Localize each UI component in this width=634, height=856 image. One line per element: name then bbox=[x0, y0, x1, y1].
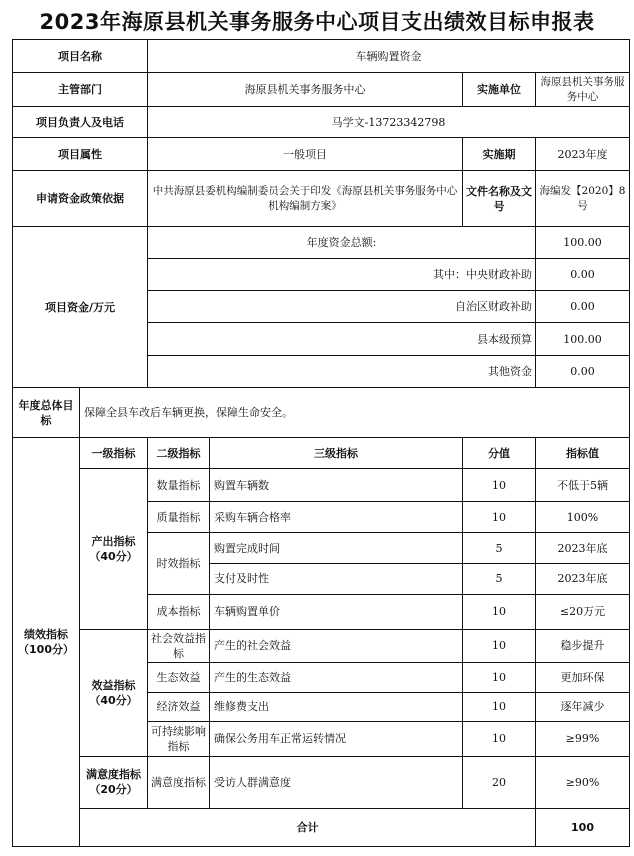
basis-label: 申请资金政策依据 bbox=[13, 171, 148, 227]
row-total bbox=[13, 808, 630, 846]
project-name-value: 车辆购置资金 bbox=[148, 40, 630, 73]
perf-row bbox=[13, 469, 630, 502]
fund-value: 0.00 bbox=[536, 356, 630, 388]
l2-cell: 时效指标 bbox=[148, 533, 210, 594]
col-header-l2: 二级指标 bbox=[148, 438, 210, 469]
perf-row bbox=[13, 756, 630, 808]
value-cell: 2023年底 bbox=[536, 533, 630, 563]
l2-cell: 可持续影响指标 bbox=[148, 721, 210, 756]
dept-value: 海原县机关事务服务中心 bbox=[148, 73, 463, 107]
col-header-score: 分值 bbox=[463, 438, 536, 469]
fund-value: 100.00 bbox=[536, 323, 630, 356]
fund-value: 0.00 bbox=[536, 259, 630, 291]
dept-label: 主管部门 bbox=[13, 73, 148, 107]
col-header-l1: 一级指标 bbox=[80, 438, 148, 469]
fund-label: 其他资金 bbox=[148, 356, 536, 388]
docno-label: 文件名称及文号 bbox=[463, 171, 536, 227]
row-department bbox=[13, 73, 630, 107]
value-cell: 100% bbox=[536, 502, 630, 533]
group-satisfaction: 满意度指标（20分） bbox=[80, 756, 148, 808]
row-policy-basis bbox=[13, 171, 630, 227]
l3-cell: 购置完成时间 bbox=[210, 533, 463, 563]
value-cell: 稳步提升 bbox=[536, 629, 630, 662]
score-cell: 10 bbox=[463, 662, 536, 692]
value-cell: 2023年底 bbox=[536, 563, 630, 594]
row-contact bbox=[13, 107, 630, 138]
row-annual-goal bbox=[13, 388, 630, 438]
attr-label: 项目属性 bbox=[13, 138, 148, 171]
goal-label: 年度总体目标 bbox=[13, 388, 80, 438]
fund-value: 0.00 bbox=[536, 291, 630, 323]
row-project-name bbox=[13, 40, 630, 73]
value-cell: ≥99% bbox=[536, 721, 630, 756]
page-title: 2023年海原县机关事务服务中心项目支出绩效目标申报表 bbox=[39, 10, 595, 34]
l3-cell: 购置车辆数 bbox=[210, 469, 463, 502]
funds-label: 项目资金/万元 bbox=[13, 227, 148, 388]
goal-text: 保障全县车改后车辆更换，保障生命安全。 bbox=[80, 388, 630, 438]
score-cell: 10 bbox=[463, 594, 536, 629]
period-label: 实施期 bbox=[463, 138, 536, 171]
impl-unit-label: 实施单位 bbox=[463, 73, 536, 107]
l3-cell: 采购车辆合格率 bbox=[210, 502, 463, 533]
contact-value: 马学文-13723342798 bbox=[148, 107, 630, 138]
l2-cell: 数量指标 bbox=[148, 469, 210, 502]
score-cell: 20 bbox=[463, 756, 536, 808]
l2-cell: 满意度指标 bbox=[148, 756, 210, 808]
score-cell: 10 bbox=[463, 502, 536, 533]
performance-target-table bbox=[12, 39, 630, 847]
fund-label: 其中：中央财政补助 bbox=[148, 259, 536, 291]
attr-value: 一般项目 bbox=[148, 138, 463, 171]
basis-value: 中共海原县委机构编制委员会关于印发《海原县机关事务服务中心机构编制方案》 bbox=[148, 171, 463, 227]
total-label: 合计 bbox=[80, 808, 536, 846]
fund-label: 自治区财政补助 bbox=[148, 291, 536, 323]
l2-cell: 质量指标 bbox=[148, 502, 210, 533]
score-cell: 5 bbox=[463, 533, 536, 563]
row-attribute bbox=[13, 138, 630, 171]
group-benefit: 效益指标（40分） bbox=[80, 629, 148, 756]
score-cell: 10 bbox=[463, 629, 536, 662]
l3-cell: 维修费支出 bbox=[210, 692, 463, 721]
l3-cell: 产生的社会效益 bbox=[210, 629, 463, 662]
perf-label: 绩效指标（100分） bbox=[13, 438, 80, 847]
l3-cell: 确保公务用车正常运转情况 bbox=[210, 721, 463, 756]
score-cell: 10 bbox=[463, 692, 536, 721]
col-header-l3: 三级指标 bbox=[210, 438, 463, 469]
perf-header-row bbox=[13, 438, 630, 469]
l2-cell: 经济效益 bbox=[148, 692, 210, 721]
perf-row bbox=[13, 629, 630, 662]
docno-value: 海编发【2020】8号 bbox=[536, 171, 630, 227]
impl-unit-value: 海原县机关事务服务中心 bbox=[536, 73, 630, 107]
group-output: 产出指标（40分） bbox=[80, 469, 148, 629]
fund-row bbox=[13, 227, 630, 259]
l3-cell: 产生的生态效益 bbox=[210, 662, 463, 692]
project-name-label: 项目名称 bbox=[13, 40, 148, 73]
l3-cell: 支付及时性 bbox=[210, 563, 463, 594]
fund-value: 100.00 bbox=[536, 227, 630, 259]
l3-cell: 受访人群满意度 bbox=[210, 756, 463, 808]
l2-cell: 成本指标 bbox=[148, 594, 210, 629]
fund-label: 县本级预算 bbox=[148, 323, 536, 356]
value-cell: 逐年减少 bbox=[536, 692, 630, 721]
value-cell: ≤20万元 bbox=[536, 594, 630, 629]
fund-label: 年度资金总额: bbox=[148, 227, 536, 259]
l2-cell: 生态效益 bbox=[148, 662, 210, 692]
period-value: 2023年度 bbox=[536, 138, 630, 171]
value-cell: 不低于5辆 bbox=[536, 469, 630, 502]
l3-cell: 车辆购置单价 bbox=[210, 594, 463, 629]
score-cell: 10 bbox=[463, 469, 536, 502]
total-score: 100 bbox=[536, 808, 630, 846]
contact-label: 项目负责人及电话 bbox=[13, 107, 148, 138]
col-header-value: 指标值 bbox=[536, 438, 630, 469]
l2-cell: 社会效益指标 bbox=[148, 629, 210, 662]
score-cell: 10 bbox=[463, 721, 536, 756]
value-cell: 更加环保 bbox=[536, 662, 630, 692]
score-cell: 5 bbox=[463, 563, 536, 594]
value-cell: ≥90% bbox=[536, 756, 630, 808]
